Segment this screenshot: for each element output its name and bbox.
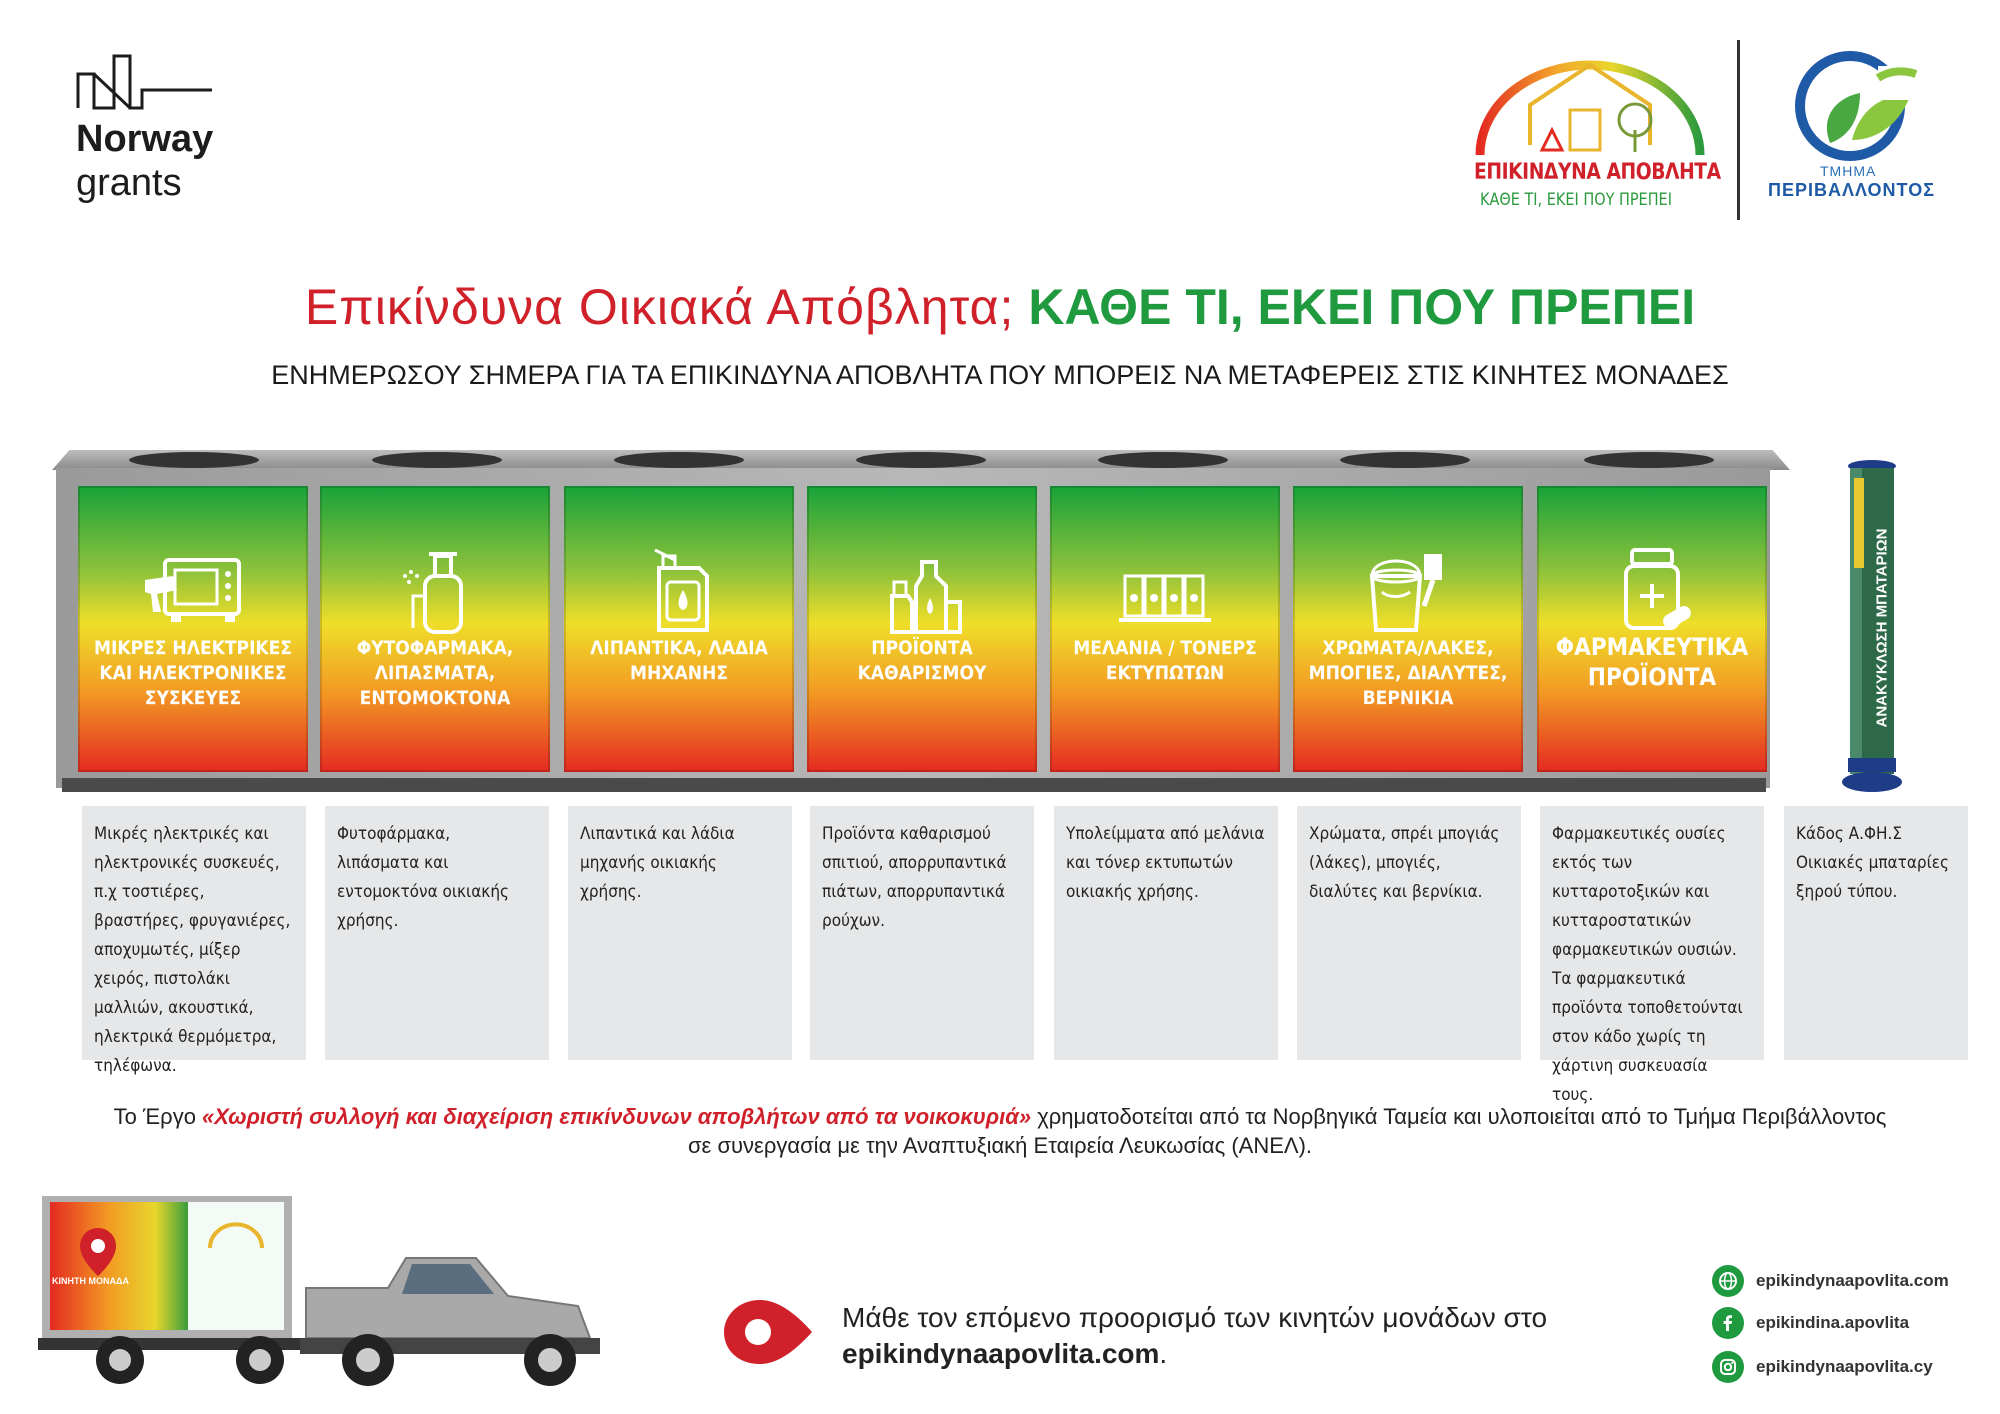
battery-tube-graphic (1832, 458, 1912, 794)
norway-grants-logo (72, 50, 272, 220)
bin-description: Λιπαντικά και λάδια μηχανής οικιακής χρήσης. (568, 806, 792, 1060)
bin-description: Φαρμακευτικές ουσίες εκτός των κυτταροτοξικών και κυτταροστατικών φαρμακευτικών ουσιών. Τα φαρμακευτικά προϊόντα τοποθετούνται στον κάδο χωρίς τη χάρτινη συσκευασία τους. (1540, 806, 1764, 1060)
cta-line1: Μάθε τον επόμενο προορισμό των κινητών μονάδων στο (842, 1302, 1548, 1333)
truck-illustration (38, 1188, 638, 1398)
leaf-circle-icon (1760, 48, 1960, 163)
bin-panel-lubricants (564, 486, 794, 772)
cleaning-products-icon (872, 546, 972, 636)
bin-slot (129, 452, 259, 468)
title-part2: ΚΑΘΕ ΤΙ, ΕΚΕΙ ΠΟΥ ΠΡΕΠΕΙ (1028, 279, 1696, 335)
bin-slot (1098, 452, 1228, 468)
oil-can-icon (629, 546, 729, 636)
cta-url-link[interactable]: epikindynaapovlita.com (842, 1338, 1160, 1369)
bin-slot (856, 452, 986, 468)
norway-grants-mark-icon (72, 50, 272, 120)
sprayer-icon (385, 546, 485, 636)
bin-description: Φυτοφάρμακα, λιπάσματα και εντομοκτόνα οικιακής χρήσης. (325, 806, 549, 1060)
dept-logo-line2: ΠΕΡΙΒΑΛΛΟΝΤΟΣ (1768, 180, 1936, 200)
instagram-icon (1712, 1351, 1744, 1383)
bin-label: ΜΙΚΡΕΣ ΗΛΕΚΤΡΙΚΕΣ ΚΑΙ ΗΛΕΚΤΡΟΝΙΚΕΣ ΣΥΣΚΕΥΕΣ (93, 637, 293, 709)
bin-label: ΛΙΠΑΝΤΙΚΑ, ΛΑΔΙΑ ΜΗΧΑΝΗΣ (590, 637, 768, 684)
project-logo (1460, 30, 1720, 230)
bin-description: Προϊόντα καθαρισμού σπιτιού, απορρυπαντικά πιάτων, απορρυπαντικά ρούχων. (810, 806, 1034, 1060)
social-website-text: epikindynaapovlita.com (1756, 1271, 1949, 1290)
cta-end: . (1159, 1338, 1168, 1369)
bin-slot (372, 452, 502, 468)
funding-statement (100, 1102, 1900, 1160)
funding-project-name: «Χωριστή συλλογή και διαχείριση επικίνδυνων αποβλήτων από τα νοικοκυριά» (202, 1104, 1032, 1129)
bin-description: Χρώματα, σπρέι μπογιάς (λάκες), μπογιές, διαλύτες και βερνίκια. (1297, 806, 1521, 1060)
title-part1: Επικίνδυνα Οικιακά Απόβλητα; (304, 279, 1015, 335)
appliances-icon (143, 546, 243, 636)
social-facebook-text: epikindina.apovlita (1756, 1313, 1910, 1332)
page-title (0, 278, 2000, 336)
project-logo-title: ΕΠΙΚΙΝΔΥΝΑ ΑΠΟΒΛΗΤΑ (1474, 160, 1721, 185)
bin-panel-small-appliances (78, 486, 308, 772)
bin-slot (1340, 452, 1470, 468)
logo-divider (1737, 40, 1740, 220)
medicine-bottle-icon (1602, 546, 1702, 636)
bin-slot (614, 452, 744, 468)
social-website[interactable] (1712, 1264, 1949, 1298)
bin-panel-ink-toners (1050, 486, 1280, 772)
battery-tube-label: ΑΝΑΚΥΚΛΩΣΗ ΜΠΑΤΑΡΙΩΝ (1873, 528, 1891, 728)
funding-suffix: χρηματοδοτείται από τα Νορβηγικά Ταμεία και υλοποιείται από το Τμήμα Περιβάλλοντος σε συνεργασία με την Αναπτυξιακή Εταιρεία Λευκωσίας (ΑΝΕΛ). (687, 1104, 1887, 1158)
bin-label: ΠΡΟΪΟΝΤΑ ΚΑΘΑΡΙΣΜΟΥ (857, 637, 987, 684)
norway-logo-line1: Norway (76, 118, 214, 160)
dept-logo-line1: ΤΜΗΜΑ (1820, 163, 1877, 179)
funding-prefix: Το Έργο (113, 1104, 203, 1129)
bin-slot (1584, 452, 1714, 468)
bin-label: ΜΕΛΑΝΙΑ / ΤΟΝΕΡΣ ΕΚΤΥΠΩΤΩΝ (1073, 637, 1257, 684)
bin-label: ΧΡΩΜΑΤΑ/ΛΑΚΕΣ, ΜΠΟΓΙΕΣ, ΔΙΑΛΥΤΕΣ, ΒΕΡΝΙΚΙΑ (1308, 637, 1508, 709)
norway-logo-line2: grants (76, 162, 182, 204)
ink-cartridges-icon (1115, 546, 1215, 636)
house-arc-icon (1460, 30, 1720, 160)
bin-description: Μικρές ηλεκτρικές και ηλεκτρονικές συσκευές, π.χ τοστιέρες, βραστήρες, φρυγανιέρες, αποχυμωτές, μίξερ χειρός, πιστολάκι μαλλιών, ακουστικά, ηλεκτρικά θερμόμετρα, τηλέφωνα. (82, 806, 306, 1060)
cta-text (842, 1300, 1547, 1372)
bin-unit-base (62, 778, 1766, 792)
social-instagram[interactable] (1712, 1350, 1933, 1384)
battery-recycling-tube (1832, 458, 1912, 794)
bin-panel-paints (1293, 486, 1523, 772)
paint-bucket-icon (1358, 546, 1458, 636)
location-pin-icon (722, 1296, 814, 1368)
social-facebook[interactable] (1712, 1306, 1909, 1340)
environment-department-logo (1760, 48, 1960, 218)
battery-description: Κάδος Α.ΦΗ.Σ Οικιακές μπαταρίες ξηρού τύπου. (1784, 806, 1968, 1060)
bin-panel-pesticides (320, 486, 550, 772)
facebook-icon (1712, 1307, 1744, 1339)
project-logo-tagline: ΚΑΘΕ ΤΙ, ΕΚΕΙ ΠΟΥ ΠΡΕΠΕΙ (1480, 190, 1672, 210)
bin-label: ΦΥΤΟΦΑΡΜΑΚΑ, ΛΙΠΑΣΜΑΤΑ, ΕΝΤΟΜΟΚΤΟΝΑ (356, 637, 514, 709)
social-instagram-text: epikindynaapovlita.cy (1756, 1357, 1933, 1376)
mobile-unit-truck (38, 1188, 638, 1398)
bin-label: ΦΑΡΜΑΚΕΥΤΙΚΑ ΠΡΟΪΟΝΤΑ (1555, 633, 1749, 691)
truck-panel-label: ΚΙΝΗΤΗ ΜΟΝΑΔΑ (52, 1276, 129, 1286)
globe-icon (1712, 1265, 1744, 1297)
bin-description: Υπολείμματα από μελάνια και τόνερ εκτυπωτών οικιακής χρήσης. (1054, 806, 1278, 1060)
page-subtitle: ΕΝΗΜΕΡΩΣΟΥ ΣΗΜΕΡΑ ΓΙΑ ΤΑ ΕΠΙΚΙΝΔΥΝΑ ΑΠΟΒΛΗΤΑ ΠΟΥ ΜΠΟΡΕΙΣ ΝΑ ΜΕΤΑΦΕΡΕΙΣ ΣΤΙΣ ΚΙΝΗΤΕΣ ΜΟΝΑΔΕΣ (271, 360, 1729, 390)
bin-panel-cleaning-products (807, 486, 1037, 772)
bin-panel-pharmaceuticals (1537, 486, 1767, 772)
